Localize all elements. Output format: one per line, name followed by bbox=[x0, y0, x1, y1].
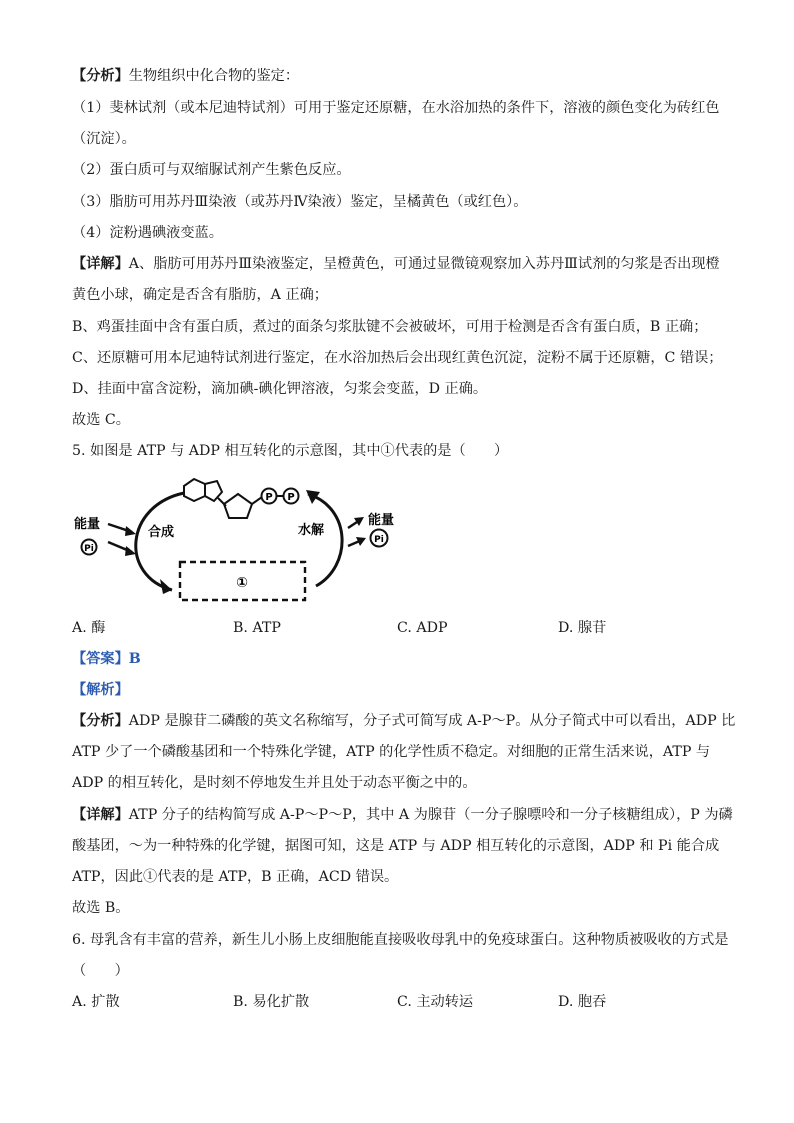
detail-a-line1 bbox=[72, 254, 720, 274]
adenine-ring-2 bbox=[205, 481, 222, 501]
phosphate-label-1: P bbox=[265, 492, 273, 503]
synthesis-arrowhead bbox=[160, 579, 172, 594]
analysis-point-4: （4）淀粉遇碘液变蓝。 bbox=[72, 225, 223, 241]
synthesis-label: 合成 bbox=[148, 525, 175, 540]
pi-left-label: Pi bbox=[84, 544, 94, 554]
q5-analysis-2: ATP 少了一个磷酸基团和一个特殊化学键，ATP 的化学性质不稳定。对细胞的正常生活来说，ATP 与 bbox=[72, 744, 711, 760]
q5-explain-heading: 【解析】 bbox=[72, 682, 129, 698]
synthesis-arc bbox=[136, 493, 184, 590]
q6-option-b: B. 易化扩散 bbox=[233, 994, 310, 1010]
detail-b: B、鸡蛋挂面中含有蛋白质，煮过的面条匀浆肽键不会被破坏，可用于检测是否含有蛋白质，B 正确； bbox=[72, 319, 708, 335]
analysis-point-3: （3）脂肪可用苏丹Ⅲ染液（或苏丹Ⅳ染液）鉴定，呈橘黄色（或红色）。 bbox=[72, 194, 528, 210]
q5-option-a: A. 酶 bbox=[72, 620, 106, 636]
q5-analysis-line1 bbox=[72, 711, 735, 731]
analysis-intro: 生物组织中化合物的鉴定： bbox=[128, 68, 300, 84]
atp-adp-diagram bbox=[72, 468, 402, 613]
q6-option-a: A. 扩散 bbox=[72, 994, 120, 1010]
pi-right-label: Pi bbox=[374, 535, 384, 545]
q5-option-d: D. 腺苷 bbox=[558, 620, 607, 636]
q5-detail-3: ATP，因此①代表的是 ATP，B 正确，ACD 错误。 bbox=[72, 869, 399, 885]
detail-c: C、还原糖可用本尼迪特试剂进行鉴定，在水浴加热后会出现红黄色沉淀，淀粉不属于还原糖，C 错误； bbox=[72, 350, 723, 366]
q6-stem-2: （ ） bbox=[72, 963, 129, 979]
q6-option-c: C. 主动转运 bbox=[397, 994, 474, 1010]
hydrolysis-label: 水解 bbox=[298, 523, 325, 538]
q5-detail-2: 酸基团，～为一种特殊的化学键，据图可知，这是 ATP 与 ADP 相互转化的示意图，ADP 和 Pi 能合成 bbox=[72, 838, 720, 854]
ribose-ring bbox=[224, 494, 252, 518]
q5-option-c: C. ADP bbox=[397, 620, 448, 636]
q5-detail-tag: 【详解】 bbox=[72, 807, 129, 823]
ribose-bond bbox=[252, 497, 262, 504]
q5-detail-line1 bbox=[72, 805, 733, 825]
analysis-point-2: （2）蛋白质可与双缩脲试剂产生紫色反应。 bbox=[72, 162, 351, 178]
detail-choose: 故选 C。 bbox=[72, 412, 130, 428]
analysis-tag: 【分析】 bbox=[72, 68, 129, 84]
adenine-ring-1 bbox=[184, 479, 205, 501]
q5-analysis-tag: 【分析】 bbox=[72, 713, 129, 729]
q5-detail-1: ATP 分子的结构简写成 A-P～P～P，其中 A 为腺苷（一分子腺嘌呤和一分子核糖组成），P 为磷 bbox=[128, 807, 733, 823]
box-label: ① bbox=[236, 575, 248, 591]
q6-option-d: D. 胞吞 bbox=[558, 994, 607, 1010]
detail-a-line2: 黄色小球，确定是否含有脂肪，A 正确； bbox=[72, 287, 328, 303]
detail-a1: A、脂肪可用苏丹Ⅲ染液鉴定，呈橙黄色，可通过显微镜观察加入苏丹Ⅲ试剂的匀浆是否出现橙 bbox=[128, 256, 720, 272]
detail-tag: 【详解】 bbox=[72, 256, 129, 272]
hydrolysis-arc bbox=[308, 494, 342, 586]
q5-analysis-1: ADP 是腺苷二磷酸的英文名称缩写，分子式可简写成 A-P～P。从分子简式中可以看出，ADP 比 bbox=[128, 713, 736, 729]
analysis-point-1b: （沉淀）。 bbox=[72, 131, 136, 147]
analysis-point-1a: （1）斐林试剂（或本尼迪特试剂）可用于鉴定还原糖，在水浴加热的条件下，溶液的颜色变化为砖红色 bbox=[72, 100, 720, 116]
q5-analysis-3: ADP 的相互转化，是时刻不停地发生并且处于动态平衡之中的。 bbox=[72, 775, 477, 791]
q5-choose: 故选 B。 bbox=[72, 900, 130, 916]
q5-stem: 5. 如图是 ATP 与 ADP 相互转化的示意图，其中①代表的是（ ） bbox=[72, 443, 509, 459]
phosphate-label-2: P bbox=[287, 492, 295, 503]
detail-d: D、挂面中富含淀粉，滴加碘-碘化钾溶液，匀浆会变蓝，D 正确。 bbox=[72, 381, 488, 397]
q6-stem-1: 6. 母乳含有丰富的营养，新生儿小肠上皮细胞能直接吸收母乳中的免疫球蛋白。这种物质被吸收的方式是 bbox=[72, 932, 729, 948]
q5-answer: 【答案】B bbox=[72, 651, 141, 667]
energy-left-label: 能量 bbox=[74, 517, 101, 532]
q5-option-b: B. ATP bbox=[233, 620, 281, 636]
energy-left-arrowhead bbox=[125, 526, 136, 536]
energy-right-label: 能量 bbox=[368, 513, 395, 528]
analysis-intro-line bbox=[72, 66, 299, 86]
